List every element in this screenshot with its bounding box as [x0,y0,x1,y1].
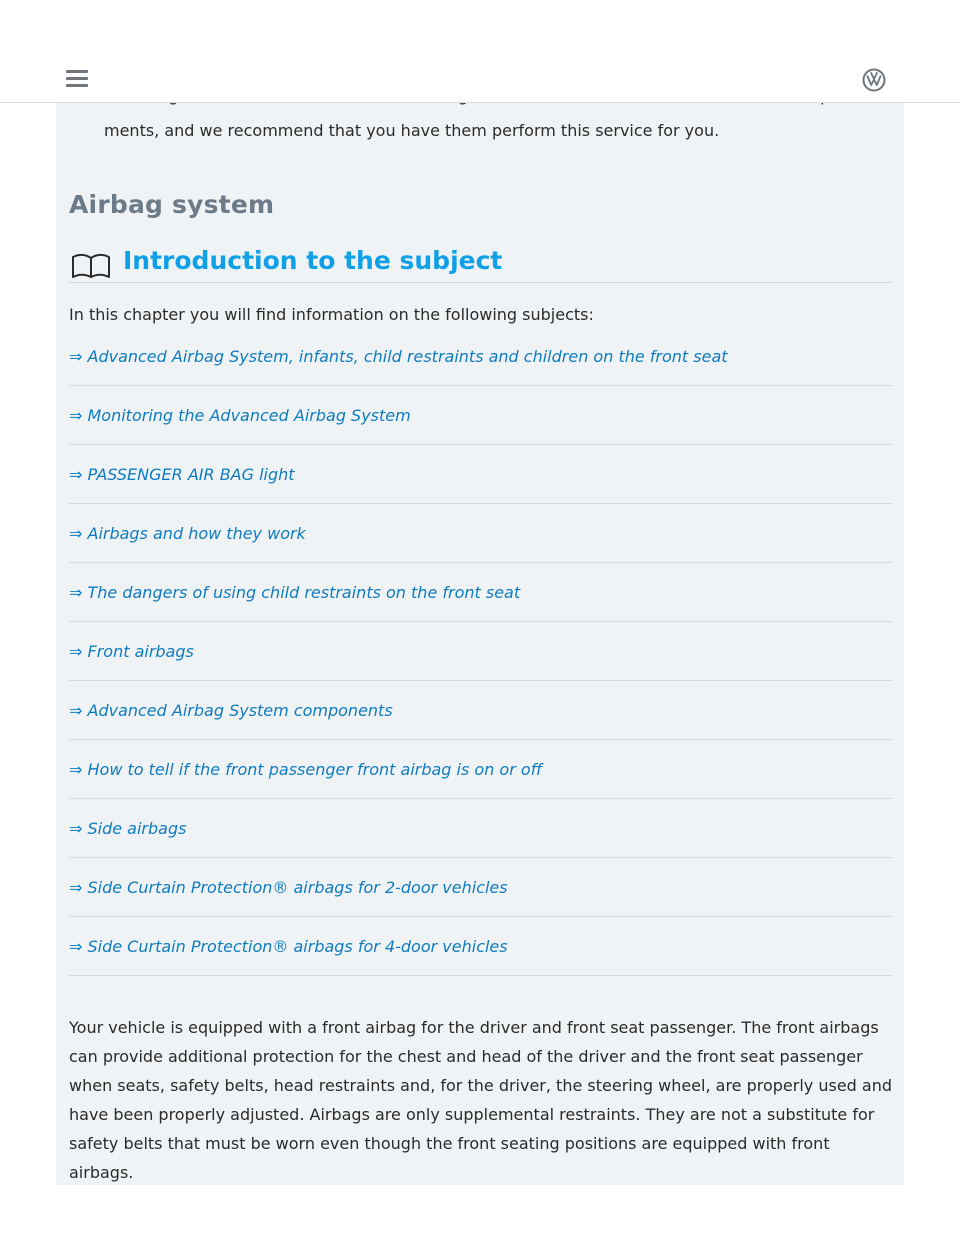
body-paragraph: Your vehicle is equipped with a front airbag for the driver and front seat passenger. The front airbags can provide additional protection for the chest and head of the driver and the front seat passenger when seats, safety belts, head restraints and, for the driver, the steering wheel, are properly used and have been properly adjusted. Airbags are only supplemental restraints. They are not a substitute for safety belts that must be worn even though the front seating positions are equipped with front airbags. [69,1018,893,1182]
list-item [69,504,892,563]
subject-link[interactable]: ⇒ Advanced Airbag System components [69,700,393,720]
list-item [69,740,892,799]
book-icon [71,253,111,279]
list-item [69,681,892,740]
list-item [69,327,892,386]
section-title: Airbag system [69,190,275,219]
subsection-divider [69,282,892,283]
lead-sentence: In this chapter you will find information on the following subjects: [69,305,594,324]
subject-link[interactable]: ⇒ Side Curtain Protection® airbags for 2-door vehicles [69,877,508,897]
previous-text-continuation: ments, and we recommend that you have them perform this service for you. [104,121,720,140]
top-bar [0,0,960,103]
subject-link[interactable]: ⇒ PASSENGER AIR BAG light [69,464,295,484]
subject-link[interactable]: ⇒ Airbags and how they work [69,523,306,543]
subject-link[interactable]: ⇒ The dangers of using child restraints on the front seat [69,582,521,602]
list-item [69,917,892,976]
subject-link[interactable]: ⇒ How to tell if the front passenger front airbag is on or off [69,759,543,779]
list-item [69,858,892,917]
subject-link[interactable]: ⇒ Monitoring the Advanced Airbag System [69,405,411,425]
list-item [69,563,892,622]
hamburger-menu-icon[interactable] [66,70,88,88]
subject-links-list [69,327,892,976]
list-item [69,386,892,445]
subject-link[interactable]: ⇒ Front airbags [69,641,194,661]
subject-link[interactable]: ⇒ Side Curtain Protection® airbags for 4-door vehicles [69,936,508,956]
list-item [69,445,892,504]
list-item [69,622,892,681]
list-item [69,799,892,858]
volkswagen-logo-icon[interactable] [862,68,886,92]
subject-link[interactable]: ⇒ Advanced Airbag System, infants, child restraints and children on the front seat [69,346,728,366]
subject-link[interactable]: ⇒ Side airbags [69,818,187,838]
subsection-title: Introduction to the subject [123,246,503,275]
